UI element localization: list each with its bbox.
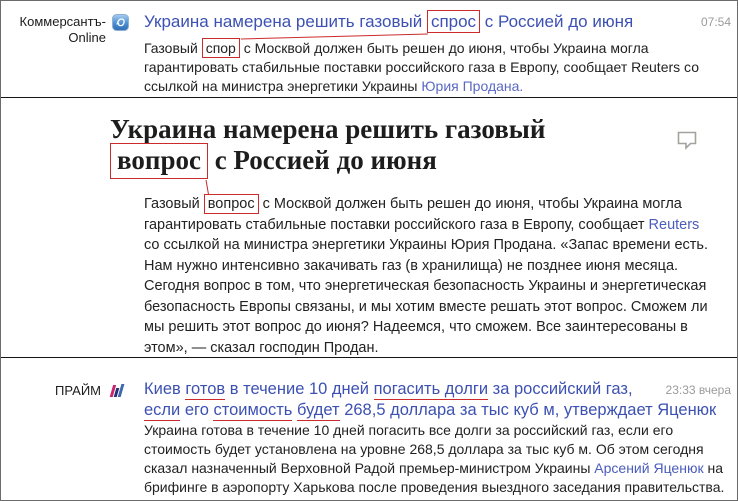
annotation-underline-stoimost: стоимость — [213, 401, 293, 419]
headline-text: его — [180, 401, 214, 419]
annotation-box-spor: спор — [202, 38, 240, 58]
comment-bubble-icon — [677, 131, 698, 150]
kommersant-favicon — [112, 14, 129, 31]
reuters-link[interactable]: Reuters — [648, 216, 700, 233]
news-snippet-top — [144, 39, 710, 96]
prime-favicon — [107, 382, 124, 399]
source-name-prime: ПРАЙМ — [55, 383, 101, 398]
annotation-box-vopros-title: вопрос — [110, 143, 208, 179]
prime-favicon-glyph — [107, 382, 125, 399]
headline-text: 268,5 доллара за тыс куб м, утверждает Яценюк — [339, 401, 717, 419]
story-title-text: Украина намерена решить газовый — [110, 114, 546, 144]
annotation-box-spros: спрос — [427, 10, 480, 33]
news-snippet-bottom — [144, 421, 730, 497]
news-headline-bottom[interactable] — [144, 379, 726, 421]
snippet-text: Украина готова в течение 10 дней погасить все долги за российский газ, если его стоимость будет установлена на уровне 268,5 доллара за тыс куб м. Об этом сегодня сказал назначенный Верховной Радой премьер-министром Украины — [144, 422, 704, 476]
story-body-text: со ссылкой на министра энергетики Украины Юрия Продана. «Запас времени есть. Нам нужно интенсивно закачивать газ (в хранилища) не позднее июня месяца. Сегодня вопрос в том, что энергетическая безопасность Украины и энергетическая безопасность Европы связаны, и мы хотим вместе решать этот вопрос. Сможем ли мы решить этот вопрос до июня? Надеемся, что сможем. Все заинтересованы в этом», — сказал господин Продан. — [144, 237, 708, 356]
headline-text: за российский газ, — [488, 380, 633, 398]
section-divider — [1, 357, 737, 358]
annotation-underline-pogasit-dolgi: погасить долги — [373, 380, 489, 398]
timestamp-bottom: 23:33 вчера — [665, 383, 731, 397]
annotation-underline-budet: будет — [297, 401, 340, 419]
annotation-box-vopros-body: вопрос — [204, 194, 259, 214]
section-divider — [1, 97, 737, 98]
timestamp-top: 07:54 — [700, 15, 731, 29]
news-headline-top[interactable] — [144, 11, 714, 33]
person-link-yatsenyuk[interactable]: Арсений Яценюк — [594, 460, 704, 476]
story-body-text: с Москвой должен быть решен до июня, чтобы Украина могла гарантировать стабильные поставки российского газа в Европу, сообщает — [144, 196, 682, 233]
story-title — [110, 114, 602, 176]
snippet-text: Газовый — [144, 40, 202, 56]
kommersant-favicon-glyph — [112, 14, 129, 31]
source-name-line1: Коммерсантъ- — [19, 14, 106, 29]
story-title-text: с Россией до июня — [207, 145, 437, 175]
source-name-kommersant — [1, 14, 106, 46]
headline-text: Украина намерена решить газовый — [144, 12, 427, 31]
headline-text: Киев — [144, 380, 186, 398]
story-body — [144, 194, 708, 358]
snippet-text: с Москвой должен быть решен до июня, чтобы Украина могла гарантировать стабильные поставки российского газа в Европу, сообщает Reuters со ссылкой на министра энергетики Украины — [144, 40, 699, 94]
annotation-underline-gotov: готов — [185, 380, 226, 398]
headline-text: с Россией до июня — [480, 12, 634, 31]
headline-text: в течение 10 дней — [225, 380, 374, 398]
person-link-prodan[interactable]: Юрия Продана. — [421, 78, 524, 94]
story-body-text: Газовый — [144, 196, 204, 212]
source-name-line2: Online — [68, 30, 106, 45]
comments-icon[interactable] — [677, 131, 698, 150]
snippet-text: на брифинге в аэропорту Харькова после проведения выездного заседания правительства. — [144, 460, 725, 495]
annotation-underline-esli: если — [144, 401, 181, 419]
